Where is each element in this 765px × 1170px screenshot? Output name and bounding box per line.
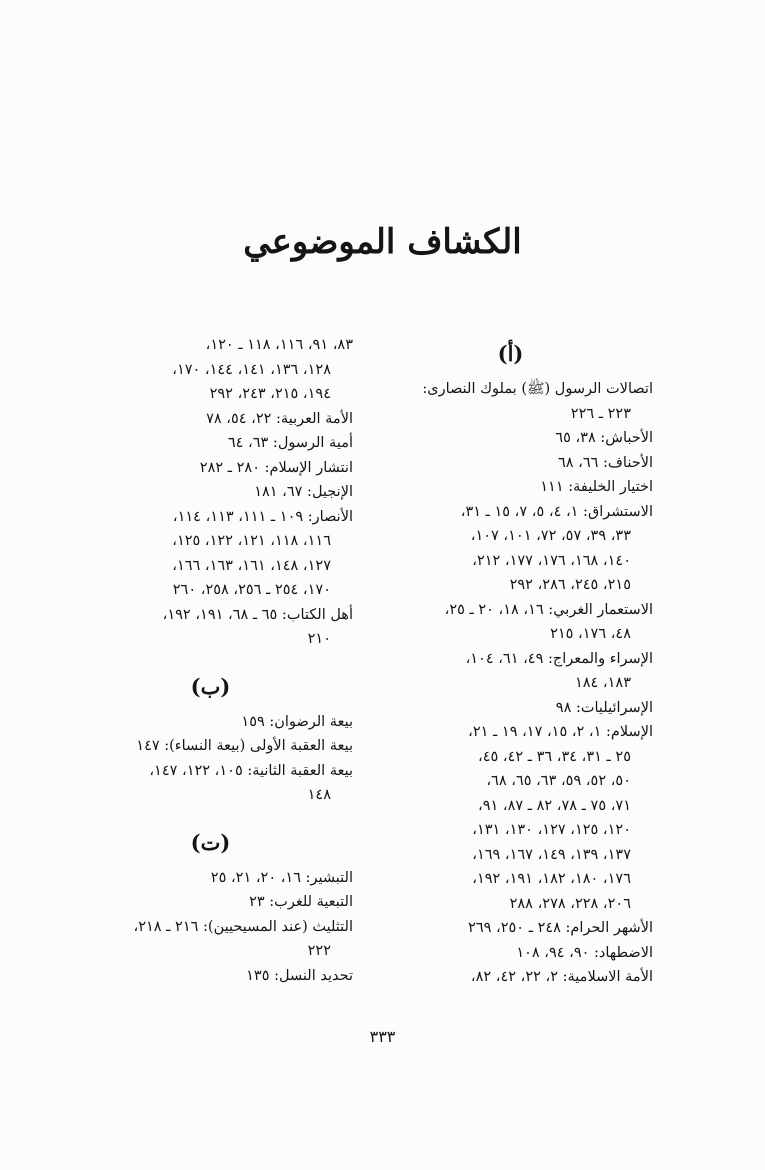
index-entry: [68, 407, 353, 432]
index-entry-continuation: ٣٣، ٣٩، ٥٧، ٧٢، ١٠١، ١٠٧،: [470, 528, 631, 544]
index-entry-text: اختيار الخليفة: ١١١: [540, 479, 653, 495]
index-entry-text: الأشهر الحرام: ٢٤٨ ـ ٢٥٠، ٢٦٩: [468, 920, 653, 936]
index-entry: [68, 431, 353, 456]
index-entry-continuation: ٢١٥، ٢٤٥، ٢٨٦، ٢٩٢: [509, 577, 631, 593]
index-entry-continuation: ١١٦، ١١٨، ١٢١، ١٢٢، ١٢٥،: [172, 533, 331, 549]
section-heading-ba: (ب): [190, 673, 231, 699]
index-entry-text: الاستشراق: ١، ٤، ٥، ٧، ١٥ ـ ٣١،: [460, 503, 653, 520]
index-entry-continuation: ١٢٨، ١٣٦، ١٤١، ١٤٤، ١٧٠،: [172, 361, 331, 378]
index-entry-text: انتشار الإسلام: ٢٨٠ ـ ٢٨٢: [199, 459, 353, 476]
index-entry-continuation: ٤٨، ١٧٦، ٢١٥: [550, 626, 631, 642]
index-entry-text: أهل الكتاب: ٦٥ ـ ٦٨، ١٩١، ١٩٢،: [162, 606, 353, 623]
entry-list: [68, 710, 353, 808]
index-entry: [368, 720, 653, 916]
index-entry: [368, 941, 653, 966]
index-entry-continuation: ١٣٧، ١٣٩، ١٤٩، ١٦٧، ١٦٩،: [472, 846, 631, 863]
index-entry: [368, 916, 653, 941]
index-entry: [68, 505, 353, 603]
index-entry: [368, 475, 653, 500]
page-title: الكشاف الموضوعي: [243, 222, 522, 262]
index-entry-text: التبشير: ١٦، ٢٠، ٢١، ٢٥: [210, 869, 353, 886]
index-entry-continuation: ٢٥ ـ ٣١، ٣٤، ٣٦ ـ ٤٢، ٤٥،: [478, 748, 631, 765]
page-number: ٣٣٣: [369, 1027, 396, 1046]
index-entry-continuation: ٢١٠: [307, 631, 331, 647]
index-entry: [368, 426, 653, 451]
index-entry: [68, 759, 353, 808]
index-entry-text: التثليث (عند المسيحيين): ٢١٦ ـ ٢١٨،: [133, 918, 353, 935]
index-entry-continuation: ١٤٨: [307, 787, 331, 803]
index-entry: [68, 710, 353, 735]
entry-list: [68, 333, 353, 652]
index-column-right: [368, 333, 653, 990]
index-entry-continuation: ٥٠، ٥٢، ٥٩، ٦٣، ٦٥، ٦٨،: [486, 773, 631, 789]
index-entry-continuation: ١٨٣، ١٨٤: [574, 675, 631, 691]
entry-list: [68, 866, 353, 989]
index-entry: [368, 451, 653, 476]
index-entry: [368, 965, 653, 990]
index-entry: [68, 866, 353, 891]
index-entry-text: الإسرائيليات: ٩٨: [555, 699, 653, 716]
index-entry-continuation: ٧١، ٧٥ ـ ٧٨، ٨٢ ـ ٨٧، ٩١،: [478, 797, 631, 814]
index-entry: [368, 377, 653, 426]
index-entry-continuation: ١٢٧، ١٤٨، ١٦١، ١٦٣، ١٦٦،: [172, 557, 331, 574]
index-entry-continuation: ١٢٠، ١٢٥، ١٢٧، ١٣٠، ١٣١،: [472, 822, 631, 838]
index-entry: [368, 598, 653, 647]
index-entry-continuation: ١٧٦، ١٨٠، ١٨٢، ١٩١، ١٩٢،: [472, 871, 631, 887]
index-entry-text: بيعة الرضوان: ١٥٩: [241, 713, 353, 730]
index-entry-continuation: ١٧٠، ٢٥٤ ـ ٢٥٦، ٢٥٨، ٢٦٠: [172, 582, 331, 598]
index-entry-text: بيعة العقبة الثانية: ١٠٥، ١٢٢، ١٤٧،: [149, 762, 353, 779]
index-entry-text: اتصالات الرسول (ﷺ) بملوك النصارى:: [422, 381, 653, 397]
index-entry: [68, 603, 353, 652]
index-column-left: [68, 333, 353, 988]
index-entry-text: الأمة الاسلامية: ٢، ٢٢، ٤٢، ٨٢،: [470, 969, 653, 985]
index-entry-text: الإنجيل: ٦٧، ١٨١: [254, 484, 353, 500]
index-entry-text: الأحناف: ٦٦، ٦٨: [557, 454, 653, 471]
index-entry-text: التبعية للغرب: ٢٣: [249, 894, 353, 910]
index-entry-continuation: ٢٠٦، ٢٢٨، ٢٧٨، ٢٨٨: [509, 895, 631, 912]
index-entry-text: الإسراء والمعراج: ٤٩، ٦١، ١٠٤،: [465, 650, 653, 667]
section-heading-ta: (ت): [190, 829, 231, 855]
index-entry-text: بيعة العقبة الأولى (بيعة النساء): ١٤٧: [136, 738, 353, 754]
index-entry-text: الاستعمار الغربي: ١٦، ١٨، ٢٠ ـ ٢٥،: [444, 601, 653, 618]
index-entry-continuation: ١٤٠، ١٦٨، ١٧٦، ١٧٧، ٢١٢،: [472, 552, 631, 569]
index-entry: [368, 647, 653, 696]
index-entry: [68, 480, 353, 505]
index-entry-text: الأحباش: ٣٨، ٦٥: [555, 430, 653, 446]
index-entry-text: الأمة العربية: ٢٢، ٥٤، ٧٨: [206, 410, 353, 427]
index-entry: [68, 333, 353, 407]
index-entry-text: تحديد النسل: ١٣٥: [246, 967, 353, 984]
index-entry: [68, 890, 353, 915]
index-entry-text: الإسلام: ١، ٢، ١٥، ١٧، ١٩ ـ ٢١،: [468, 724, 653, 740]
index-entry: [68, 964, 353, 989]
entry-list: [368, 377, 653, 990]
index-entry: [368, 696, 653, 721]
index-entry: [68, 456, 353, 481]
index-entry: [68, 734, 353, 759]
index-entry-continuation: ٢٢٢: [307, 943, 331, 959]
index-entry: [368, 500, 653, 598]
index-entry-text: الأنصار: ١٠٩ ـ ١١١، ١١٣، ١١٤،: [172, 508, 353, 525]
index-entry-continuation: ١٩٤، ٢١٥، ٢٤٣، ٢٩٢: [209, 386, 331, 402]
section-heading-alif: (أ): [497, 341, 524, 366]
index-entry-text: الاضطهاد: ٩٠، ٩٤، ١٠٨: [516, 944, 653, 961]
index-entry: [68, 915, 353, 964]
index-entry-text: أمية الرسول: ٦٣، ٦٤: [227, 435, 353, 451]
index-entry-text: ٨٣، ٩١، ١١٦، ١١٨ ـ ١٢٠،: [205, 337, 353, 353]
index-entry-continuation: ٢٢٣ ـ ٢٢٦: [570, 405, 631, 422]
